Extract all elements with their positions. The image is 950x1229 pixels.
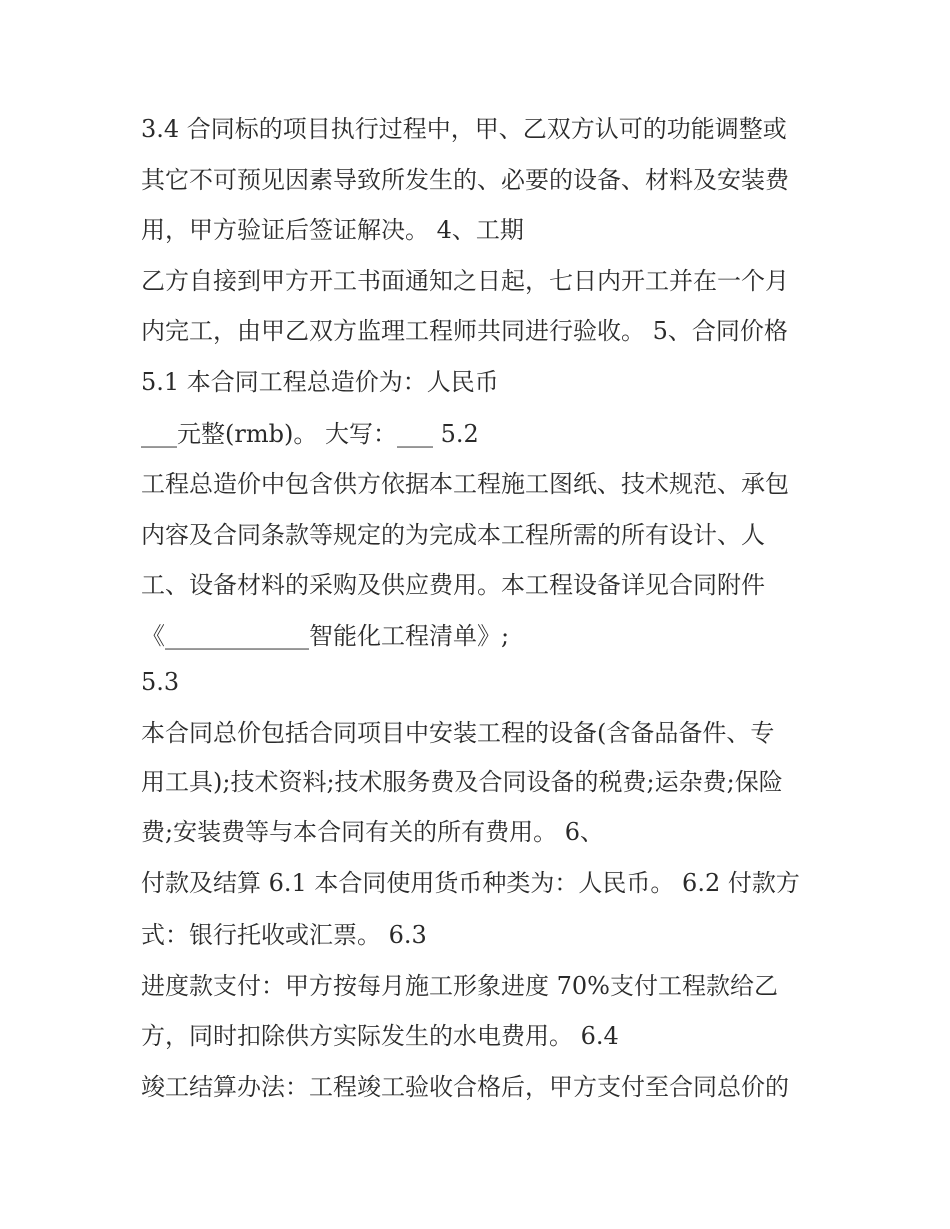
text-line: 竣工结算办法：工程竣工验收合格后，甲方支付至合同总价的	[141, 1073, 789, 1101]
text-line: 式：银行托收或汇票。 6.3	[141, 921, 427, 949]
text-line: 工程总造价中包含供方依据本工程施工图纸、技术规范、承包	[141, 470, 789, 498]
text-line: ___元整(rmb)。 大写：___ 5.2	[141, 420, 479, 448]
text-line: 付款及结算 6.1 本合同使用货币种类为：人民币。 6.2 付款方	[141, 869, 800, 897]
text-line: 本合同总价包括合同项目中安装工程的设备(含备品备件、专	[141, 719, 775, 747]
text-line: 费;安装费等与本合同有关的所有费用。 6、	[141, 818, 604, 846]
text-line: 《____________智能化工程清单》;	[141, 622, 510, 650]
text-line: 用，甲方验证后签证解决。 4、工期	[141, 216, 524, 244]
text-line: 工、设备材料的采购及供应费用。本工程设备详见合同附件	[141, 571, 765, 599]
text-line: 方，同时扣除供方实际发生的水电费用。 6.4	[141, 1022, 619, 1050]
text-line: 5.3	[141, 668, 180, 696]
text-line: 用工具);技术资料;技术服务费及合同设备的税费;运杂费;保险	[141, 768, 783, 796]
text-line: 5.1 本合同工程总造价为：人民币	[141, 368, 499, 396]
text-line: 其它不可预见因素导致所发生的、必要的设备、材料及安装费	[141, 166, 789, 194]
text-line: 内完工，由甲乙双方监理工程师共同进行验收。 5、合同价格	[141, 317, 788, 345]
text-line: 乙方自接到甲方开工书面通知之日起，七日内开工并在一个月	[141, 267, 789, 295]
text-line: 进度款支付：甲方按每月施工形象进度 70%支付工程款给乙	[141, 972, 778, 1000]
text-line: 内容及合同条款等规定的为完成本工程所需的所有设计、人	[141, 521, 765, 549]
text-line: 3.4 合同标的项目执行过程中，甲、乙双方认可的功能调整或	[141, 115, 787, 143]
